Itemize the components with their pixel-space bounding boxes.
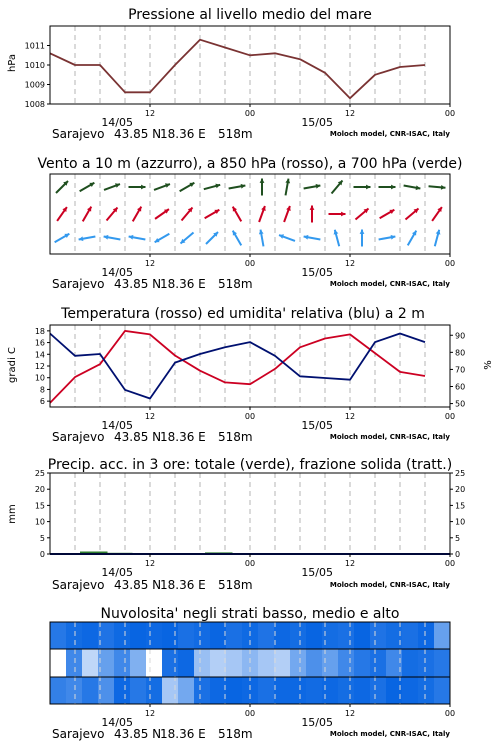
x-date-label: 14/05 [101, 419, 134, 432]
temperature-y-ticks [35, 327, 50, 406]
precipitation-ylabel: mm [7, 504, 18, 524]
x-tick-label: 12 [144, 259, 156, 268]
y-tick-label: 12 [34, 362, 45, 371]
cloud-cell [50, 649, 67, 677]
x-tick-label: 00 [244, 109, 256, 118]
wind-grid [75, 174, 425, 254]
x-tick-label: 00 [444, 259, 456, 268]
cloud-cell [162, 677, 179, 704]
model-credit: Moloch model, CNR-ISAC, Italy [329, 730, 450, 738]
wind-title: Vento a 10 m (azzurro), a 850 hPa (rosso), a 700 hPa (verde) [37, 156, 463, 172]
location-lat: 43.85 N [114, 727, 162, 741]
cloud-cell [274, 677, 291, 704]
cloud-cell [386, 677, 403, 704]
cloud-cell [306, 677, 323, 704]
x-tick-label: 12 [344, 709, 356, 718]
y-tick-label: 0 [455, 550, 461, 559]
precipitation-grid [75, 473, 425, 554]
temperature-x-axis [101, 407, 455, 432]
cloud-cell [114, 677, 131, 704]
cloud-cell [66, 622, 83, 649]
cloud-x-axis [101, 704, 455, 729]
humidity-y-ticks [450, 331, 465, 408]
x-tick-label: 00 [244, 412, 256, 421]
location-name: Sarajevo [52, 578, 105, 592]
x-tick-label: 12 [344, 259, 356, 268]
cloud-cell [306, 622, 323, 649]
cloud-cell [130, 622, 147, 649]
location-alt: 518m [218, 578, 253, 592]
y-tick-label: 10 [34, 373, 45, 383]
y-tick-label: 0 [39, 550, 45, 559]
y-tick-label: 10 [34, 517, 45, 527]
cloud-cell [370, 622, 387, 649]
y-tick-label: 60 [455, 382, 466, 392]
location-name: Sarajevo [52, 430, 105, 444]
cloud-cell [114, 622, 131, 649]
cloud-cell [434, 649, 451, 677]
temperature-series [50, 331, 425, 403]
cloud-cell [338, 649, 355, 677]
cloud-cell [418, 622, 435, 649]
x-tick-label: 12 [344, 109, 356, 118]
cloud-cell [178, 622, 195, 649]
x-tick-label: 12 [144, 412, 156, 421]
x-tick-label: 00 [444, 709, 456, 718]
location-name: Sarajevo [52, 727, 105, 741]
cloud-cell [50, 622, 67, 649]
y-tick-label: 90 [455, 331, 466, 341]
x-tick-label: 00 [244, 709, 256, 718]
cloud-cell [98, 677, 115, 704]
y-tick-label: 5 [455, 533, 461, 543]
location-name: Sarajevo [52, 277, 105, 291]
x-date-label: 14/05 [101, 716, 134, 729]
cloud-cell [258, 622, 275, 649]
pressure-line [50, 40, 425, 98]
y-tick-label: 10 [455, 517, 466, 527]
x-date-label: 15/05 [301, 716, 334, 729]
location-lon: 18.36 E [160, 727, 206, 741]
pressure-title: Pressione al livello medio del mare [128, 7, 372, 23]
y-tick-label: 1011 [24, 41, 45, 51]
cloud-cell [402, 649, 419, 677]
wind-arrow-head [310, 206, 315, 210]
x-tick-label: 00 [444, 559, 456, 568]
y-tick-label: 16 [34, 338, 45, 348]
wind-x-axis [101, 254, 455, 279]
y-tick-label: 15 [34, 501, 45, 511]
location-lat: 43.85 N [114, 277, 162, 291]
cloud-cell [178, 649, 195, 677]
y-tick-label: 20 [455, 485, 466, 495]
precipitation-footer [52, 578, 450, 592]
cloud-cell [274, 622, 291, 649]
location-alt: 518m [218, 430, 253, 444]
cloud-cell [210, 677, 227, 704]
x-date-label: 14/05 [101, 116, 134, 129]
model-credit: Moloch model, CNR-ISAC, Italy [329, 130, 450, 138]
location-name: Sarajevo [52, 127, 105, 141]
location-lon: 18.36 E [160, 430, 206, 444]
cloud-cell [130, 677, 147, 704]
temperature-title: Temperatura (rosso) ed umidita' relativa (blu) a 2 m [61, 306, 425, 322]
cloud-cell [434, 677, 451, 704]
cloud-cell [338, 677, 355, 704]
cloud-cell [274, 649, 291, 677]
wind-arrow-head [366, 185, 370, 190]
precipitation-panel [7, 457, 465, 592]
y-tick-label: 1010 [24, 61, 45, 70]
x-tick-label: 12 [344, 559, 356, 568]
location-lat: 43.85 N [114, 127, 162, 141]
location-lon: 18.36 E [160, 127, 206, 141]
cloud-cell [146, 622, 163, 649]
cloud-cell [354, 649, 371, 677]
humidity-line [50, 334, 425, 399]
x-tick-label: 12 [144, 709, 156, 718]
y-tick-label: 5 [39, 533, 45, 543]
wind-arrow-head [441, 185, 446, 190]
y-tick-label: 14 [34, 350, 45, 360]
cloud-cell [82, 649, 99, 677]
cloud-cell [322, 649, 339, 677]
y-tick-label: 1009 [24, 80, 45, 90]
cloud-cell [402, 677, 419, 704]
cloud-cell [306, 649, 323, 677]
x-tick-label: 12 [344, 412, 356, 421]
cloud-cell [162, 649, 179, 677]
x-date-label: 15/05 [301, 566, 334, 579]
cloud-cell [194, 649, 211, 677]
pressure-panel [7, 7, 455, 141]
cloud-cell [114, 649, 131, 677]
cloud-cell [258, 649, 275, 677]
wind-arrow-head [341, 212, 345, 217]
x-tick-label: 12 [144, 559, 156, 568]
cloud-cell [402, 622, 419, 649]
cloud-footer [52, 727, 450, 741]
cloud-cell [290, 622, 307, 649]
location-lat: 43.85 N [114, 430, 162, 444]
y-tick-label: 50 [455, 399, 466, 409]
y-tick-label: 6 [39, 397, 45, 407]
x-date-label: 15/05 [301, 419, 334, 432]
y-tick-label: 1008 [24, 100, 45, 109]
cloud-cell [322, 677, 339, 704]
cloud-cell [226, 622, 243, 649]
location-lon: 18.36 E [160, 277, 206, 291]
cloud-cell [66, 677, 83, 704]
x-tick-label: 00 [244, 559, 256, 568]
pressure-x-axis [101, 104, 455, 129]
cloud-cell [178, 677, 195, 704]
location-alt: 518m [218, 727, 253, 741]
cloud-cell [146, 677, 163, 704]
y-tick-label: 18 [34, 326, 45, 336]
temperature-footer [52, 430, 450, 444]
cloud-cell [434, 622, 451, 649]
cloud-cell [322, 622, 339, 649]
temperature-panel [7, 306, 494, 444]
x-tick-label: 12 [144, 109, 156, 118]
cloud-cell [418, 677, 435, 704]
y-tick-label: 80 [455, 348, 466, 358]
x-tick-label: 00 [244, 259, 256, 268]
cloud-cell [226, 677, 243, 704]
cloud-cell [82, 677, 99, 704]
location-lon: 18.36 E [160, 578, 206, 592]
location-lat: 43.85 N [114, 578, 162, 592]
cloud-cell [290, 677, 307, 704]
precipitation-y-ticks [35, 469, 50, 559]
cloud-cell [290, 649, 307, 677]
y-tick-label: 25 [34, 469, 45, 478]
y-tick-label: 70 [455, 365, 466, 375]
model-credit: Moloch model, CNR-ISAC, Italy [329, 581, 450, 589]
x-tick-label: 00 [444, 412, 456, 421]
y-tick-label: 15 [455, 501, 466, 511]
cloud-cell [258, 677, 275, 704]
cloud-cell [162, 622, 179, 649]
location-alt: 518m [218, 277, 253, 291]
wind-footer [52, 277, 450, 291]
cloud-cell [354, 677, 371, 704]
model-credit: Moloch model, CNR-ISAC, Italy [329, 280, 450, 288]
wind-panel [37, 156, 462, 291]
precipitation-title: Precip. acc. in 3 ore: totale (verde), frazione solida (tratt.) [47, 457, 453, 473]
humidity-ylabel: % [483, 360, 494, 370]
x-date-label: 14/05 [101, 266, 134, 279]
cloud-cell [210, 649, 227, 677]
x-tick-label: 00 [444, 109, 456, 118]
cloud-title: Nuvolosita' negli strati basso, medio e alto [100, 606, 400, 622]
y-tick-label: 8 [39, 385, 45, 395]
location-alt: 518m [218, 127, 253, 141]
cloud-cell [370, 649, 387, 677]
cloud-cell [338, 622, 355, 649]
cloud-cell [194, 677, 211, 704]
temperature-grid [75, 325, 425, 407]
precipitation-x-axis [101, 554, 455, 579]
pressure-ylabel: hPa [7, 53, 18, 73]
cloud-cell [66, 649, 83, 677]
wind-arrow-head [260, 179, 265, 183]
cloud-cell [82, 622, 99, 649]
pressure-series [50, 40, 425, 99]
y-tick-label: 20 [34, 485, 45, 495]
cloud-cell [354, 622, 371, 649]
temperature-line [50, 331, 425, 403]
cloud-cell [210, 622, 227, 649]
cloud-cell [370, 677, 387, 704]
pressure-y-ticks [25, 42, 50, 110]
cloud-cell [418, 649, 435, 677]
y-tick-label: 25 [455, 469, 466, 478]
wind-arrow-head [360, 230, 365, 234]
cloud-cell [226, 649, 243, 677]
cloud-panel [50, 606, 455, 741]
cloud-cell [194, 622, 211, 649]
wind-arrow-head [141, 185, 145, 190]
cloud-cell [50, 677, 67, 704]
wind-arrow-head [391, 185, 395, 190]
cloud-cell [130, 649, 147, 677]
cloud-cell [242, 677, 259, 704]
x-date-label: 15/05 [301, 266, 334, 279]
cloud-cell [146, 649, 163, 677]
precipitation-y-ticks-right [450, 469, 465, 559]
pressure-footer [52, 127, 450, 141]
model-credit: Moloch model, CNR-ISAC, Italy [329, 433, 450, 441]
x-date-label: 14/05 [101, 566, 134, 579]
temperature-ylabel: gradi C [7, 347, 18, 383]
x-date-label: 15/05 [301, 116, 334, 129]
